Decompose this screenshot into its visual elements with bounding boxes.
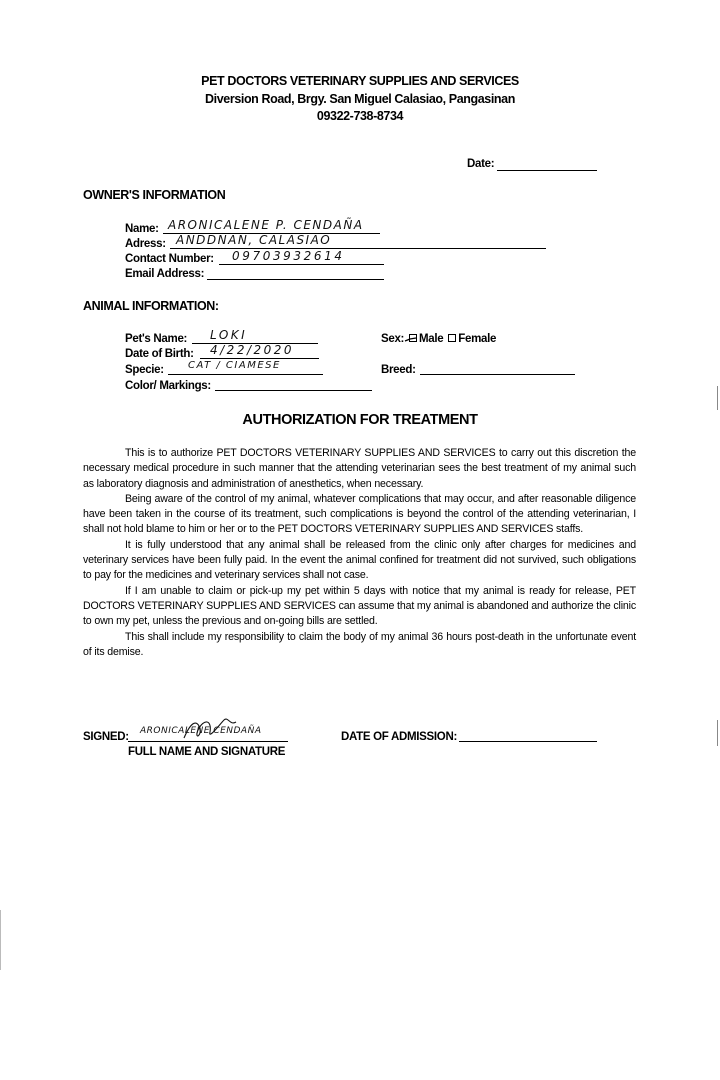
sex-male-label: Male: [419, 333, 444, 345]
pet-name-label: Pet's Name:: [125, 333, 188, 345]
contact-value: 09703932614: [232, 249, 345, 263]
authorization-title: AUTHORIZATION FOR TREATMENT: [242, 412, 478, 428]
date-label: Date:: [467, 158, 495, 170]
owner-name-label: Name:: [125, 223, 159, 235]
dob-label: Date of Birth:: [125, 348, 194, 360]
signature-value: ARONICALENE CENDAÑA: [140, 726, 262, 736]
email-label: Email Address:: [125, 268, 205, 280]
authorization-paragraph: It is fully understood that any animal shall be released from the clinic only after charges for medicines and veterinary services have been fully paid. In the event the animal confined for treatment did not survived, such obligations to pay for the medicines and veterinary services shall not case.: [83, 538, 636, 582]
pet-name-value: LOKI: [210, 328, 248, 342]
contact-field[interactable]: [219, 264, 384, 265]
breed-field[interactable]: [420, 374, 575, 375]
email-field[interactable]: [207, 279, 384, 280]
authorization-paragraph: If I am unable to claim or pick-up my pet within 5 days with notice that my animal is ready for release, PET DOCTORS VETERINARY SUPPLIES AND SERVICES can assume that my animal is abandoned and authorize the clinic to own my pet, unless the previous and on-going bills are settled.: [83, 584, 636, 628]
owner-address-label: Adress:: [125, 238, 166, 250]
sex-row: [381, 333, 496, 345]
owner-address-field[interactable]: [170, 248, 546, 249]
specie-value: CAT / CIAMESE: [188, 360, 281, 371]
color-markings-label: Color/ Markings:: [125, 380, 211, 392]
company-phone: 09322-738-8734: [316, 109, 404, 123]
dob-field[interactable]: [200, 358, 319, 359]
breed-label: Breed:: [381, 364, 416, 376]
contact-label: Contact Number:: [125, 253, 214, 265]
company-name: PET DOCTORS VETERINARY SUPPLIES AND SERVICES: [201, 74, 519, 88]
specie-field[interactable]: [168, 374, 323, 375]
date-of-admission-field[interactable]: [459, 741, 597, 742]
signed-label: SIGNED:: [83, 731, 129, 743]
color-markings-field[interactable]: [215, 390, 372, 391]
signature-scribble-icon: [180, 714, 240, 744]
scan-edge-mark: [717, 386, 718, 410]
signature-caption: FULL NAME AND SIGNATURE: [128, 746, 286, 758]
animal-section-title: ANIMAL INFORMATION:: [83, 299, 219, 313]
date-field[interactable]: [497, 170, 597, 171]
sex-female-checkbox[interactable]: [448, 334, 456, 342]
sex-female-label: Female: [458, 333, 497, 345]
authorization-paragraph: This is to authorize PET DOCTORS VETERINARY SUPPLIES AND SERVICES to carry out this discretion the necessary medical procedure in such manner that the attending veterinarian sees the best treatment of my animal such as laboratory diagnosis and administration of anesthetics, when necessary.: [83, 447, 636, 490]
authorization-paragraph: Being aware of the control of my animal, whatever complications that may occur, and after reasonable diligence have been taken in the course of its treatment, such complications is beyond the control of the attending veterinarian, I shall not hold blame to him or her or to the PET DOCTORS VETERINARY SUPPLIES AND SERVICES staffs.: [83, 492, 636, 536]
owner-address-value: ANDDNAN, CALASIAO: [176, 233, 332, 247]
owner-name-value: ARONICALENE P. CENDAÑA: [168, 218, 364, 232]
date-of-admission-label: DATE OF ADMISSION:: [341, 731, 457, 743]
male-check-mark-icon: [403, 334, 419, 346]
specie-label: Specie:: [125, 364, 164, 376]
owner-section-title: OWNER'S INFORMATION: [83, 188, 226, 202]
sex-label: Sex:: [381, 333, 405, 345]
scan-edge-mark: [717, 720, 718, 746]
authorization-body: [83, 446, 636, 660]
dob-value: 4/22/2020: [210, 343, 295, 357]
scan-edge-mark: [0, 910, 1, 970]
company-address: Diversion Road, Brgy. San Miguel Calasiao, Pangasinan: [205, 92, 515, 106]
authorization-paragraph: This shall include my responsibility to claim the body of my animal 36 hours post-death in the unfortunate event of its demise.: [83, 630, 636, 658]
